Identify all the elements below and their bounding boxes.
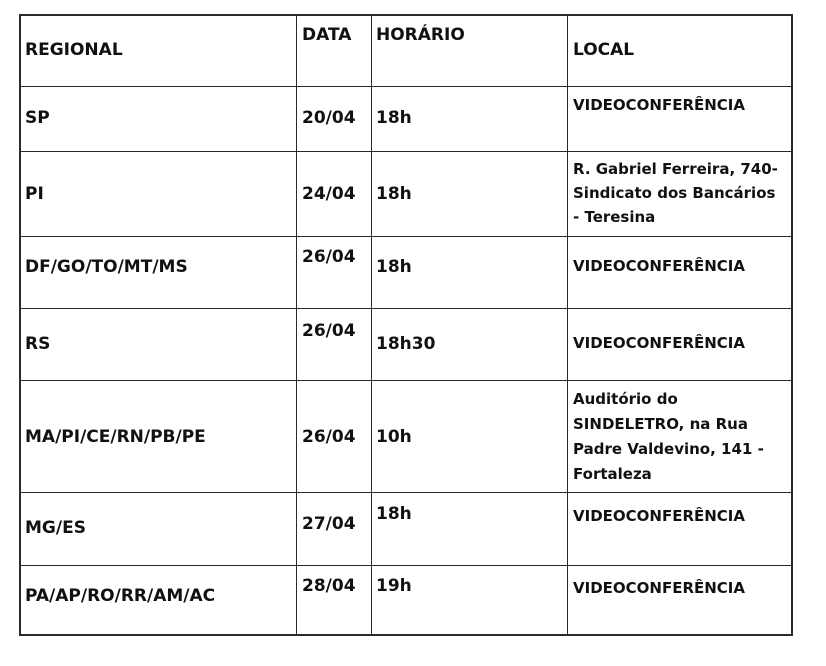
table-border bbox=[19, 634, 793, 636]
column-divider bbox=[371, 14, 372, 636]
row-data: 28/04 bbox=[302, 576, 356, 596]
row-divider bbox=[19, 86, 793, 87]
row-local-line: Fortaleza bbox=[573, 465, 652, 483]
row-horario: 18h bbox=[376, 184, 412, 204]
row-local-line: Auditório do bbox=[573, 390, 678, 408]
column-divider bbox=[567, 14, 568, 636]
row-data: 27/04 bbox=[302, 514, 356, 534]
row-divider bbox=[19, 492, 793, 493]
row-data: 26/04 bbox=[302, 427, 356, 447]
column-divider bbox=[296, 14, 297, 636]
table-border bbox=[19, 14, 793, 16]
row-regional: RS bbox=[25, 334, 51, 354]
table-border bbox=[791, 14, 793, 636]
row-data: 24/04 bbox=[302, 184, 356, 204]
row-data: 26/04 bbox=[302, 247, 356, 267]
row-divider bbox=[19, 565, 793, 566]
row-local-line: R. Gabriel Ferreira, 740- bbox=[573, 160, 778, 178]
row-divider bbox=[19, 151, 793, 152]
row-data: 20/04 bbox=[302, 108, 356, 128]
row-local-line: Padre Valdevino, 141 - bbox=[573, 440, 764, 458]
header-regional: REGIONAL bbox=[25, 40, 123, 60]
header-horario: HORÁRIO bbox=[376, 25, 465, 45]
row-divider bbox=[19, 308, 793, 309]
row-local-line: VIDEOCONFERÊNCIA bbox=[573, 579, 745, 597]
row-regional: PI bbox=[25, 184, 44, 204]
row-horario: 18h bbox=[376, 108, 412, 128]
row-local-line: VIDEOCONFERÊNCIA bbox=[573, 96, 745, 114]
row-data: 26/04 bbox=[302, 321, 356, 341]
row-local-line: - Teresina bbox=[573, 208, 656, 226]
row-regional: PA/AP/RO/RR/AM/AC bbox=[25, 586, 216, 606]
row-horario: 18h bbox=[376, 257, 412, 277]
row-divider bbox=[19, 236, 793, 237]
header-data: DATA bbox=[302, 25, 352, 45]
row-local-line: SINDELETRO, na Rua bbox=[573, 415, 748, 433]
row-regional: DF/GO/TO/MT/MS bbox=[25, 257, 188, 277]
table-border bbox=[19, 14, 21, 636]
row-local-line: VIDEOCONFERÊNCIA bbox=[573, 507, 745, 525]
row-regional: MG/ES bbox=[25, 518, 86, 538]
row-horario: 19h bbox=[376, 576, 412, 596]
row-horario: 10h bbox=[376, 427, 412, 447]
row-local-line: VIDEOCONFERÊNCIA bbox=[573, 257, 745, 275]
row-regional: MA/PI/CE/RN/PB/PE bbox=[25, 427, 206, 447]
row-local-line: VIDEOCONFERÊNCIA bbox=[573, 334, 745, 352]
row-local-line: Sindicato dos Bancários bbox=[573, 184, 776, 202]
row-horario: 18h bbox=[376, 504, 412, 524]
row-regional: SP bbox=[25, 108, 50, 128]
row-horario: 18h30 bbox=[376, 334, 436, 354]
header-local: LOCAL bbox=[573, 40, 635, 60]
row-divider bbox=[19, 380, 793, 381]
